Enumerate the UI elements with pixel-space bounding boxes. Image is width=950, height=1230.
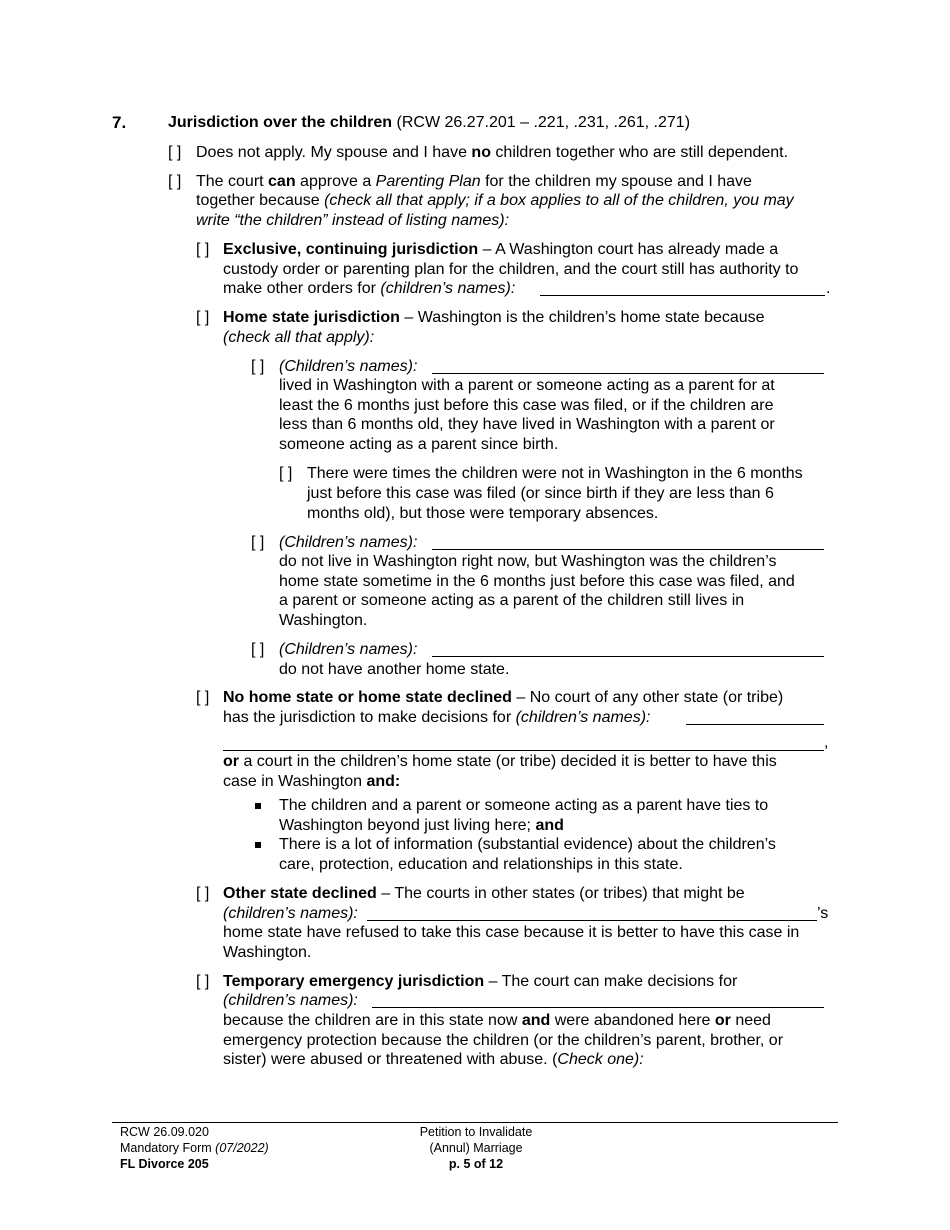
other-state-line1 xyxy=(223,884,745,904)
text-fragment: – A Washington court has already made a xyxy=(478,241,779,258)
footer-page-number: p. 5 of 12 xyxy=(448,1157,504,1171)
other-state-names-field[interactable] xyxy=(367,906,817,921)
no-home-state-line1 xyxy=(223,688,783,708)
court-can-line2 xyxy=(196,191,794,211)
text-fragment: case in Washington xyxy=(223,773,367,790)
home-state-sub1-label xyxy=(279,357,417,377)
text-fragment: Washington beyond just living here; xyxy=(279,817,536,834)
court-can-line3 xyxy=(196,211,509,231)
home-state-line2 xyxy=(223,328,374,348)
text-fragment: (children’s names): xyxy=(515,709,651,726)
text-fragment: together because xyxy=(196,192,325,209)
home-state-sub2-line: Washington. xyxy=(279,612,368,629)
temporary-emergency-line5 xyxy=(223,1050,644,1070)
temporary-emergency-checkbox[interactable]: [ ] xyxy=(196,973,210,990)
text-fragment: – Washington is the children’s home state because xyxy=(399,309,765,326)
text-fragment: Home state jurisdiction xyxy=(223,309,400,326)
text-fragment: and: xyxy=(366,773,401,790)
text-fragment: because the children are in this state now xyxy=(223,1012,522,1029)
home-state-sub2-names-field[interactable] xyxy=(432,535,824,550)
section-heading-title: Jurisdiction over the children xyxy=(168,114,393,131)
footer-form xyxy=(120,1140,269,1156)
other-state-checkbox[interactable]: [ ] xyxy=(196,885,210,902)
text-fragment: were abandoned here xyxy=(550,1012,715,1029)
text-fragment: Does not apply. My spouse and I have xyxy=(196,144,472,161)
text-fragment: a court in the children’s home state (or tribe) decided it is better to have this xyxy=(239,753,777,770)
bullet1-line1: The children and a parent or someone acting as a parent have ties to xyxy=(279,797,769,814)
bullet-marker xyxy=(255,803,261,809)
text-fragment: (Children’s names): xyxy=(279,534,418,551)
bullet2-line1: There is a lot of information (substantial evidence) about the children’s xyxy=(279,836,776,853)
no-home-state-names-field[interactable] xyxy=(686,710,824,725)
temporary-emergency-line4: emergency protection because the children (or the children’s parent, brother, or xyxy=(223,1032,784,1049)
exclusive-line1 xyxy=(223,240,778,260)
section-number: 7. xyxy=(112,113,127,132)
text-fragment: no xyxy=(471,144,491,161)
text-fragment: (children’s names): xyxy=(223,905,358,922)
text-fragment: (children’s names): xyxy=(380,280,516,297)
home-state-sub3-label xyxy=(279,640,417,660)
text-fragment: (children’s names): xyxy=(223,992,358,1009)
temporary-emergency-line2 xyxy=(223,991,358,1011)
temporary-absences-checkbox[interactable]: [ ] xyxy=(279,465,293,482)
bullet1-line2 xyxy=(279,816,564,836)
does-not-apply-checkbox[interactable]: [ ] xyxy=(168,144,182,161)
text-fragment: Other state declined xyxy=(223,885,377,902)
no-home-state-names-field-2[interactable] xyxy=(223,736,824,751)
text-fragment: sister) were abused or threatened with abuse. ( xyxy=(223,1051,558,1068)
text-fragment: – The courts in other states (or tribes) that might be xyxy=(376,885,745,902)
exclusive-line2: custody order or parenting plan for the children, and the court still has authority to xyxy=(223,261,799,278)
home-state-sub3-line: do not have another home state. xyxy=(279,661,510,678)
home-state-checkbox[interactable]: [ ] xyxy=(196,309,210,326)
text-fragment: – The court can make decisions for xyxy=(484,973,738,990)
other-state-line4: Washington. xyxy=(223,944,312,961)
no-home-state-comma: , xyxy=(824,734,829,751)
footer-rule xyxy=(112,1122,838,1123)
temporary-emergency-names-field[interactable] xyxy=(372,993,824,1008)
text-fragment: or xyxy=(714,1012,731,1029)
text-fragment: No home state or home state declined xyxy=(223,689,512,706)
exclusive-line3-end: . xyxy=(826,280,831,297)
exclusive-line3 xyxy=(223,279,515,299)
bullet-marker xyxy=(255,842,261,848)
temporary-emergency-line3 xyxy=(223,1011,771,1031)
text-fragment: and xyxy=(521,1012,551,1029)
text-fragment: approve a xyxy=(295,173,376,190)
exclusive-jurisdiction-checkbox[interactable]: [ ] xyxy=(196,241,210,258)
text-fragment: can xyxy=(268,173,296,190)
home-state-sub2-line: home state sometime in the 6 months just before this case was filed, and xyxy=(279,573,795,590)
temporary-absences-line: There were times the children were not in Washington in the 6 months xyxy=(307,465,803,482)
no-home-state-line2 xyxy=(223,708,650,728)
other-state-possessive: ’s xyxy=(817,905,829,922)
temporary-absences-line: months old), but those were temporary absences. xyxy=(307,505,659,522)
text-fragment: (Children’s names): xyxy=(279,641,418,658)
home-state-line1 xyxy=(223,308,765,328)
no-home-state-checkbox[interactable]: [ ] xyxy=(196,689,210,706)
home-state-sub2-line: do not live in Washington right now, but Washington was the children’s xyxy=(279,553,777,570)
exclusive-children-names-field[interactable] xyxy=(540,281,825,296)
text-fragment: Mandatory Form xyxy=(120,1141,216,1155)
home-state-sub1-checkbox[interactable]: [ ] xyxy=(251,358,265,375)
text-fragment: – No court of any other state (or tribe) xyxy=(511,689,784,706)
temporary-absences-line: just before this case was filed (or since birth if they are less than 6 xyxy=(307,485,774,502)
does-not-apply-text xyxy=(196,143,788,163)
text-fragment: (Children’s names): xyxy=(279,358,418,375)
footer-title2: (Annul) Marriage xyxy=(429,1141,523,1155)
home-state-sub3-names-field[interactable] xyxy=(432,642,824,657)
footer-title1: Petition to Invalidate xyxy=(419,1125,533,1139)
other-state-line2 xyxy=(223,904,358,924)
text-fragment: Parenting Plan xyxy=(375,173,481,190)
home-state-sub2-checkbox[interactable]: [ ] xyxy=(251,534,265,551)
text-fragment: The court xyxy=(196,173,269,190)
other-state-line3: home state have refused to take this case because it is better to have this case in xyxy=(223,924,800,941)
footer-rcw: RCW 26.09.020 xyxy=(120,1125,209,1139)
home-state-sub1-line: least the 6 months just before this case was filed, or if the children are xyxy=(279,397,774,414)
text-fragment: children together who are still dependent. xyxy=(490,144,789,161)
court-can-checkbox[interactable]: [ ] xyxy=(168,173,182,190)
text-fragment: Exclusive, continuing jurisdiction xyxy=(223,241,479,258)
text-fragment: make other orders for xyxy=(223,280,381,297)
text-fragment: Check one): xyxy=(557,1051,644,1068)
text-fragment: (07/2022) xyxy=(215,1141,269,1155)
home-state-sub2-label xyxy=(279,533,417,553)
home-state-sub2-line: a parent or someone acting as a parent of the children still lives in xyxy=(279,592,745,609)
footer-form-id: FL Divorce 205 xyxy=(120,1157,209,1171)
no-home-state-line4 xyxy=(223,752,777,772)
text-fragment: or xyxy=(223,753,239,770)
home-state-sub1-line: someone acting as a parent since birth. xyxy=(279,436,559,453)
section-heading xyxy=(168,113,690,133)
text-fragment: for the children my spouse and I have xyxy=(480,173,752,190)
section-statute: (RCW 26.27.201 – .221, .231, .261, .271) xyxy=(396,114,691,131)
text-fragment: Temporary emergency jurisdiction xyxy=(223,973,485,990)
text-fragment: (check all that apply): xyxy=(223,329,375,346)
text-fragment: (check all that apply; if a box applies to all of the children, you may xyxy=(324,192,794,209)
home-state-sub3-checkbox[interactable]: [ ] xyxy=(251,641,265,658)
text-fragment: need xyxy=(730,1012,771,1029)
no-home-state-line5 xyxy=(223,772,400,792)
home-state-sub1-line: lived in Washington with a parent or someone acting as a parent for at xyxy=(279,377,775,394)
text-fragment: and xyxy=(535,817,564,834)
home-state-sub1-line: less than 6 months old, they have lived in Washington with a parent or xyxy=(279,416,775,433)
text-fragment: has the jurisdiction to make decisions for xyxy=(223,709,516,726)
text-fragment: write “the children” instead of listing names): xyxy=(196,212,510,229)
home-state-sub1-names-field[interactable] xyxy=(432,359,824,374)
temporary-emergency-line1 xyxy=(223,972,737,992)
court-can-line1 xyxy=(196,172,752,192)
bullet2-line2: care, protection, education and relationships in this state. xyxy=(279,856,683,873)
